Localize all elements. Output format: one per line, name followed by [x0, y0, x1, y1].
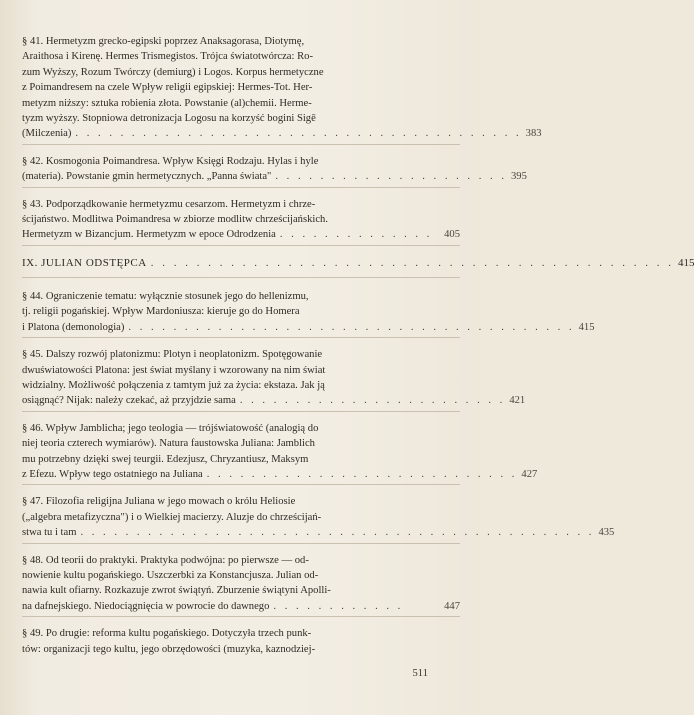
page-number: 447 [444, 600, 460, 612]
leader-dots: . . . . . . . . . . . . . . . . . . . . . [275, 171, 507, 183]
entry-line: mu potrzebny dzięki swej teurgii. Edezjusz, Chryzantiusz, Maksym [22, 453, 309, 465]
leader-dots: . . . . . . . . . . . . [273, 600, 404, 612]
entry-line: § 47. Filozofia religijna Juliana w jego mowach o królu Heliosie [22, 496, 296, 508]
entry-last-text: stwa tu i tam [22, 527, 77, 539]
leader-dots: . . . . . . . . . . . . . . . . . . . . . . . . . . . . . . . . . . . . . . . . . . . . . . [150, 256, 674, 269]
page-number: 435 [598, 527, 615, 539]
entry-line: („algebra metafizyczna") i o Wielkiej macierzy. Aluzje do chrześcijań- [22, 511, 322, 523]
entry-line: dwuświatowości Platona: jest świat myślany i wzorowany na nim świat [22, 364, 326, 376]
entry-line: tyzm wyższy. Stopniowa detronizacja Logosu na korzyść bogini Sigē [22, 113, 316, 125]
entry-line: § 44. Ograniczenie tematu: wyłącznie stosunek jego do hellenizmu, [22, 290, 309, 302]
entry-line: z Poimandresem na czele Wpływ religii egipskiej: Hermes-Tot. Her- [22, 82, 313, 94]
entry-last-text: osiągnąć? Nijak: należy czekać, aż przyjdzie sama [22, 395, 236, 407]
entry-line: § 41. Hermetyzm grecko-egipski poprzez Anaksagorasa, Diotymę, [22, 36, 305, 47]
table-of-contents [22, 34, 694, 668]
entry-line: nowienie kultu pogańskiego. Uszczerbki za Konstancjusza. Julian od- [22, 569, 319, 581]
leader-dots: . . . . . . . . . . . . . . . . . . . . . . . . . . . . . . . . . . . . . . . . [128, 321, 575, 333]
entry-last-line [22, 320, 595, 335]
entry-last-text: (materia). Powstanie gmin hermetycznych. „Panna świata" [22, 171, 272, 183]
page-number: 427 [521, 468, 538, 480]
entry-line: niej teoria czterech wymiarów). Natura faustowska Juliana: Jamblich [22, 438, 315, 450]
entry-last-text: Hermetyzm w Bizancjum. Hermetyzm w epoce Odrodzenia [22, 229, 276, 241]
chapter-heading [22, 255, 694, 278]
entry-line: zum Wyższy, Rozum Twórczy (demiurg) i Logos. Korpus hermetyczne [22, 66, 324, 78]
entry-line: § 42. Kosmogonia Poimandresa. Wpływ Księgi Rodzaju. Hylas i hyle [22, 155, 319, 167]
entry-line: Araithosa i Kirenę. Hermes Trismegistos. Trójca światotwórcza: Ro- [22, 51, 313, 63]
entry-last-line [22, 525, 615, 540]
toc-entry-47 [22, 494, 615, 543]
entry-line: ścijaństwo. Modlitwa Poimandresa w zbiorze modlitw chrześcijańskich. [22, 214, 328, 226]
entry-line: § 46. Wpływ Jamblicha; jego teologia — trójświatowość (analogią do [22, 422, 319, 434]
toc-entry-45 [22, 347, 526, 412]
leader-dots: . . . . . . . . . . . . . . [279, 229, 433, 241]
page-number: 395 [510, 171, 527, 183]
page-number: 415 [677, 256, 694, 269]
leader-dots: . . . . . . . . . . . . . . . . . . . . . . . . [239, 395, 506, 407]
toc-entry-41 [22, 34, 542, 145]
chapter-title: IX. JULIAN ODSTĘPCA [22, 256, 147, 269]
entry-line: tj. religii pogańskiej. Wpływ Mardoniusza: kieruje go do Homera [22, 306, 300, 318]
entry-last-text: na dafnejskiego. Niedociągnięcia w powrocie do dawnego [22, 600, 270, 612]
entry-line: metyzm niższy: sztuka robienia złota. Powstanie (al)chemii. Herme- [22, 97, 312, 109]
entry-last-line [22, 227, 460, 242]
toc-entry-42 [22, 154, 527, 188]
entry-last-line [22, 599, 460, 614]
leader-dots: . . . . . . . . . . . . . . . . . . . . . . . . . . . . [206, 468, 518, 480]
page-number: 383 [525, 128, 542, 140]
page-number: 421 [509, 395, 526, 407]
entry-line: § 43. Podporządkowanie hermetyzmu cesarzom. Hermetyzm i chrze- [22, 198, 316, 210]
toc-entry-48 [22, 553, 460, 618]
toc-entry-46 [22, 421, 538, 486]
page-number: 415 [578, 321, 595, 333]
entry-last-text: (Milczenia) [22, 128, 72, 140]
entry-last-line [22, 169, 527, 184]
entry-line: § 48. Od teorii do praktyki. Praktyka podwójna: po pierwsze — od- [22, 554, 309, 566]
entry-last-line [22, 126, 542, 141]
leader-dots: . . . . . . . . . . . . . . . . . . . . . . . . . . . . . . . . . . . . . . . . [75, 128, 522, 140]
entry-last-text: z Efezu. Wpływ tego ostatniego na Juliana [22, 468, 203, 480]
toc-entry-44 [22, 289, 595, 338]
entry-line: nawia kult ofiarny. Rozkazuje zwrot świątyń. Zburzenie świątyni Apolli- [22, 585, 331, 597]
entry-last-line [22, 467, 538, 482]
entry-last-line [22, 393, 526, 408]
toc-entry-43 [22, 197, 460, 246]
entry-last-text: i Platona (demonologia) [22, 321, 125, 333]
folio-page-number: 511 [412, 668, 428, 679]
entry-line: widzialny. Możliwość połączenia z tamtym już za życia: ekstaza. Jak ją [22, 379, 325, 391]
toc-entry-49 [22, 626, 460, 659]
entry-line: § 45. Dalszy rozwój platonizmu: Plotyn i neoplatonizm. Spotęgowanie [22, 349, 323, 361]
leader-dots: . . . . . . . . . . . . . . . . . . . . . . . . . . . . . . . . . . . . . . . . . . . . . . [80, 527, 595, 539]
entry-line: tów: organizacji tego kultu, jego obrzędowości (muzyka, kaznodziej- [22, 643, 316, 655]
page-number: 405 [444, 229, 460, 241]
entry-line: § 49. Po drugie: reforma kultu pogańskiego. Dotyczyła trzech punk- [22, 628, 312, 640]
